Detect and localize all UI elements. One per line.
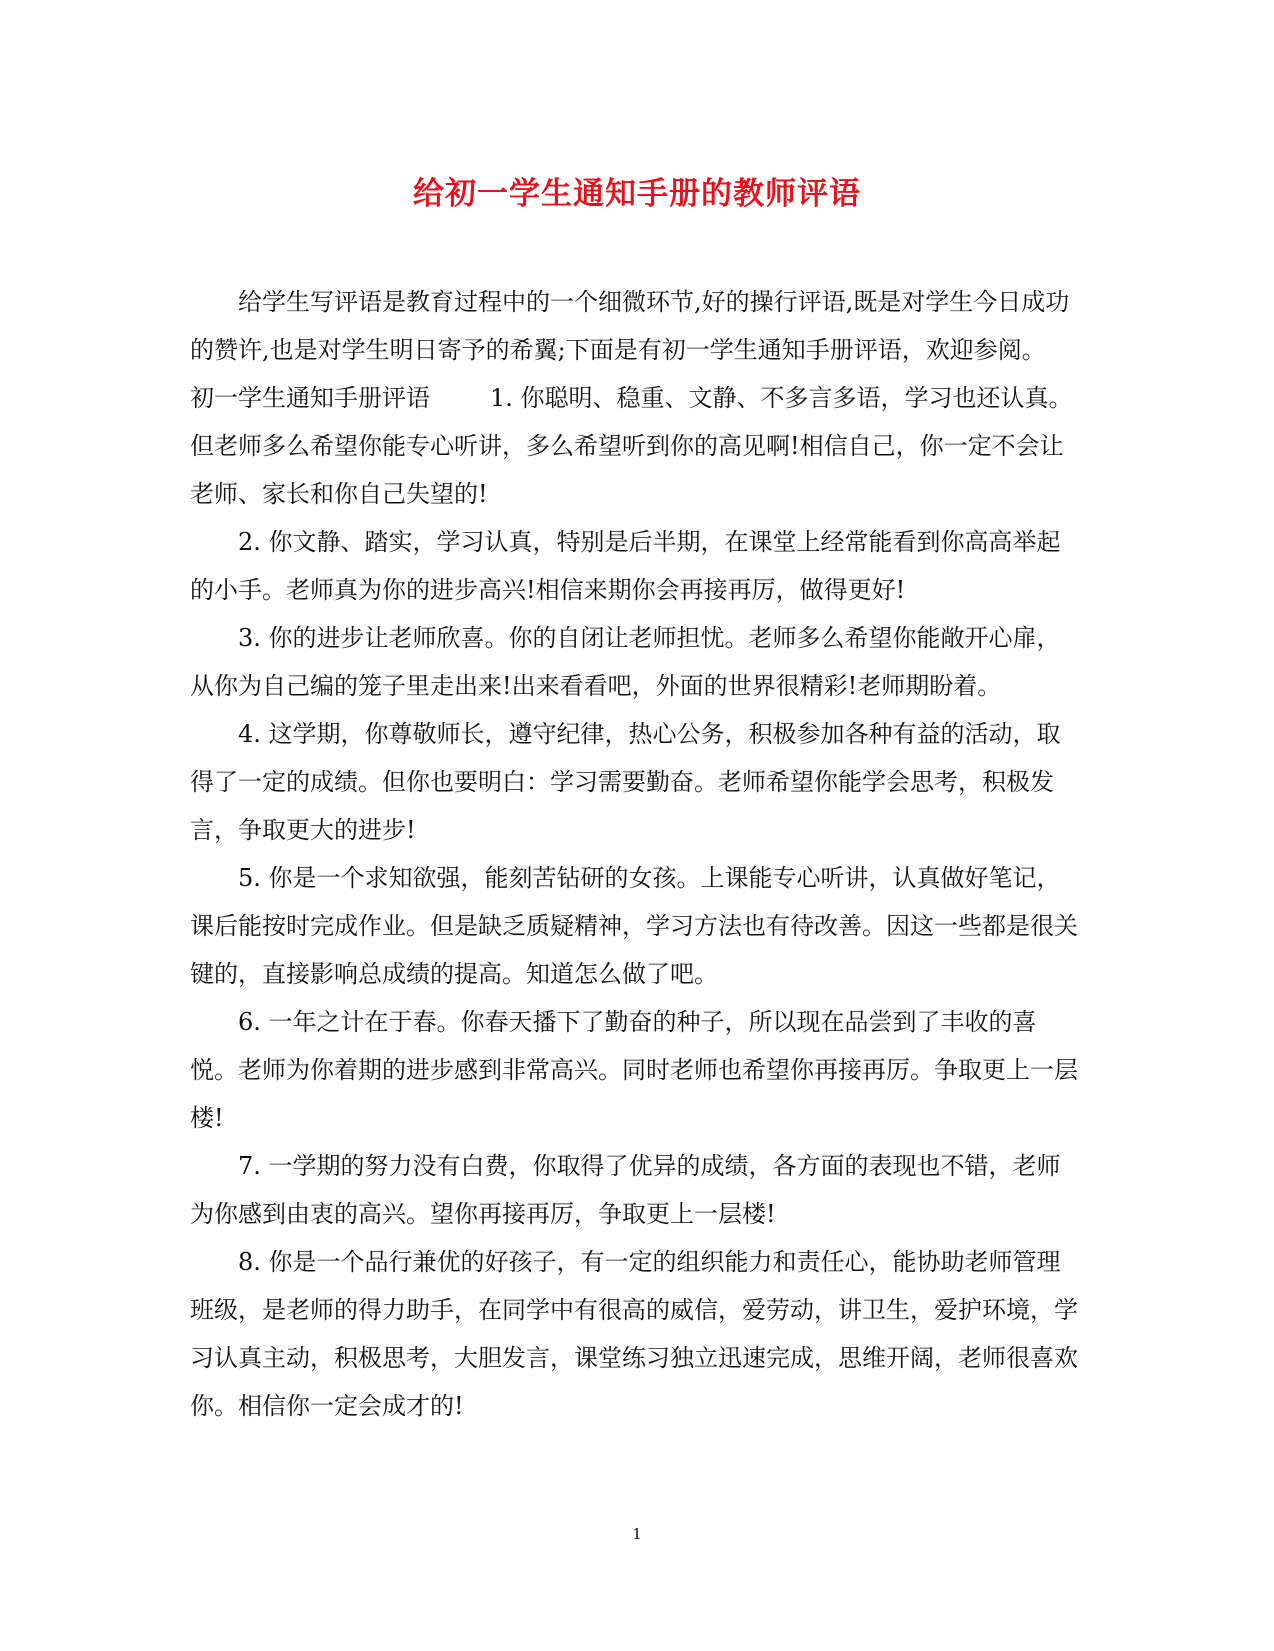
comment-paragraph-4: 4. 这学期，你尊敬师长，遵守纪律，热心公务，积极参加各种有益的活动，取得了一定的成绩。但你也要明白：学习需要勤奋。老师希望你能学会思考，积极发言，争取更大的进步! [190,720,1061,844]
comment-text-1: 1. 你聪明、稳重、文静、不多言多语，学习也还认真。但老师多么希望你能专心听讲，多么希望听到你的高见啊!相信自己，你一定不会让老师、家长和你自己失望的! [190,384,1073,508]
section-heading: 初一学生通知手册评语 [190,384,430,412]
document-body [190,278,1080,1430]
comment-paragraph-5: 5. 你是一个求知欲强，能刻苦钻研的女孩。上课能专心听讲，认真做好笔记，课后能按时完成作业。但是缺乏质疑精神，学习方法也有待改善。因这一些都是很关键的，直接影响总成绩的提高。知道怎么做了吧。 [190,864,1078,988]
document-title: 给初一学生通知手册的教师评语 [413,176,861,212]
comment-paragraph-7: 7. 一学期的努力没有白费，你取得了优异的成绩，各方面的表现也不错，老师为你感到由衷的高兴。望你再接再厉，争取更上一层楼! [190,1152,1061,1228]
comment-paragraph-1 [190,374,1080,518]
intro-paragraph: 给学生写评语是教育过程中的一个细微环节,好的操行评语,既是对学生今日成功的赞许,也是对学生明日寄予的希翼;下面是有初一学生通知手册评语，欢迎参阅。 [190,288,1070,364]
comment-paragraph-3: 3. 你的进步让老师欣喜。你的自闭让老师担忧。老师多么希望你能敞开心扉，从你为自己编的笼子里走出来!出来看看吧，外面的世界很精彩!老师期盼着。 [190,624,1061,700]
page-number: 1 [632,1525,642,1543]
comment-paragraph-6: 6. 一年之计在于春。你春天播下了勤奋的种子，所以现在品尝到了丰收的喜悦。老师为你着期的进步感到非常高兴。同时老师也希望你再接再厉。争取更上一层楼! [190,1008,1078,1132]
comment-paragraph-8: 8. 你是一个品行兼优的好孩子，有一定的组织能力和责任心，能协助老师管理班级，是老师的得力助手，在同学中有很高的威信，爱劳动，讲卫生，爱护环境，学习认真主动，积极思考，大胆发言，课堂练习独立迅速完成，思维开阔，老师很喜欢你。相信你一定会成才的! [190,1248,1078,1420]
comment-paragraph-2: 2. 你文静、踏实，学习认真，特别是后半期，在课堂上经常能看到你高高举起的小手。老师真为你的进步高兴!相信来期你会再接再厉，做得更好! [190,528,1061,604]
